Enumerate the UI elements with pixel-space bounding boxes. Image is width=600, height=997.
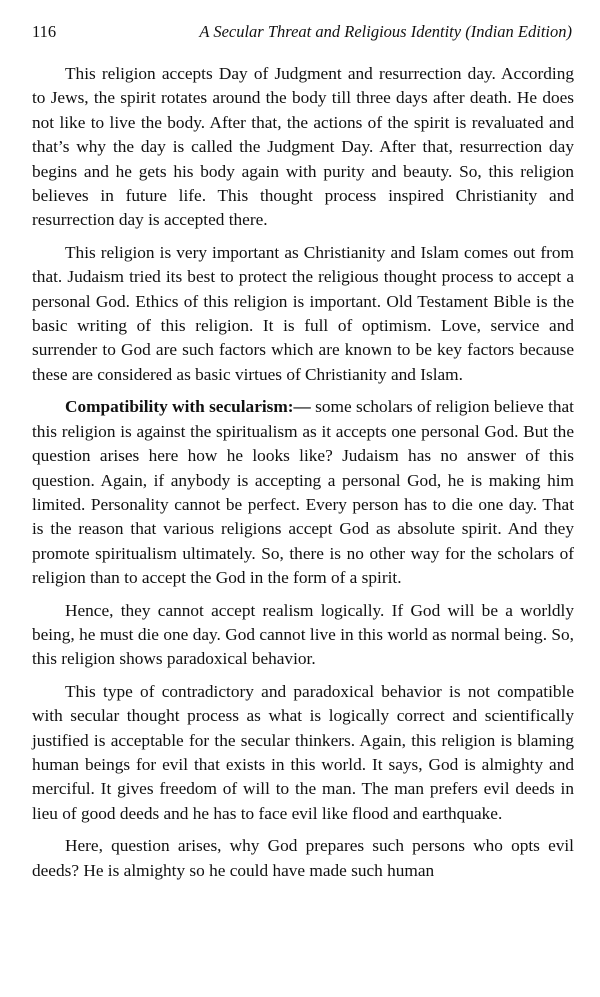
compatibility-text: some scholars of religion believe that this religion is against the spiritualism as it accepts one personal God. But the question arises here how he looks like? Judaism has no answer of this question. Again, if anybody is accepting a personal God, he is making him limited. Personality cannot be perfect. Every person has to die one day. That is the reason that various religions accept God as absolute spirit. And they promote spiritualism ultimately. So, there is no other way for the scholars of religion than to accept the God in the form of a spirit. bbox=[32, 397, 574, 588]
paragraph-question: Here, question arises, why God prepares such persons who opts evil deeds? He is almighty so he could have made such human bbox=[32, 836, 574, 880]
paragraph-judgment-day: This religion accepts Day of Judgment and resurrection day. According to Jews, the spirit rotates around the body till three days after death. He does not like to live the body. After that, the actions of the spirit is revaluated and that’s why the day is called the Judgment Day. After that, resurrection day begins and he gets his body again with purity and beauty. So, this religion believes in future life. This thought process inspired Christianity and resurrection day is accepted there. bbox=[32, 64, 574, 230]
page-number: 116 bbox=[32, 22, 57, 41]
running-title: A Secular Threat and Religious Identity (Indian Edition) bbox=[199, 22, 572, 41]
body-text bbox=[32, 62, 574, 883]
compatibility-heading: Compatibility with secularism:— bbox=[65, 397, 311, 417]
paragraph-contradiction: This type of contradictory and paradoxical behavior is not compatible with secular thought process as what is logically correct and scientifically justified is acceptable for the secular thinkers. Again, this religion is blaming human beings for evil that exists in this world. It says, God is almighty and merciful. It gives freedom of will to the man. The man prefers evil deeds in lieu of good deeds and he has to face evil like flood and earthquake. bbox=[32, 681, 574, 823]
paragraph-importance: This religion is very important as Christianity and Islam comes out from that. Judaism tried its best to protect the religious thought process to accept a personal God. Ethics of this religion is important. Old Testament Bible is the basic writing of this religion. It is full of optimism. Love, service and surrender to God are such factors which are known to be key factors because these are considered as basic virtues of Christianity and Islam. bbox=[32, 242, 574, 384]
paragraph-realism: Hence, they cannot accept realism logically. If God will be a worldly being, he must die one day. God cannot live in this world as normal being. So, this religion shows paradoxical behavior. bbox=[32, 600, 574, 669]
paragraph-compatibility bbox=[32, 395, 574, 590]
page-header bbox=[32, 20, 572, 44]
